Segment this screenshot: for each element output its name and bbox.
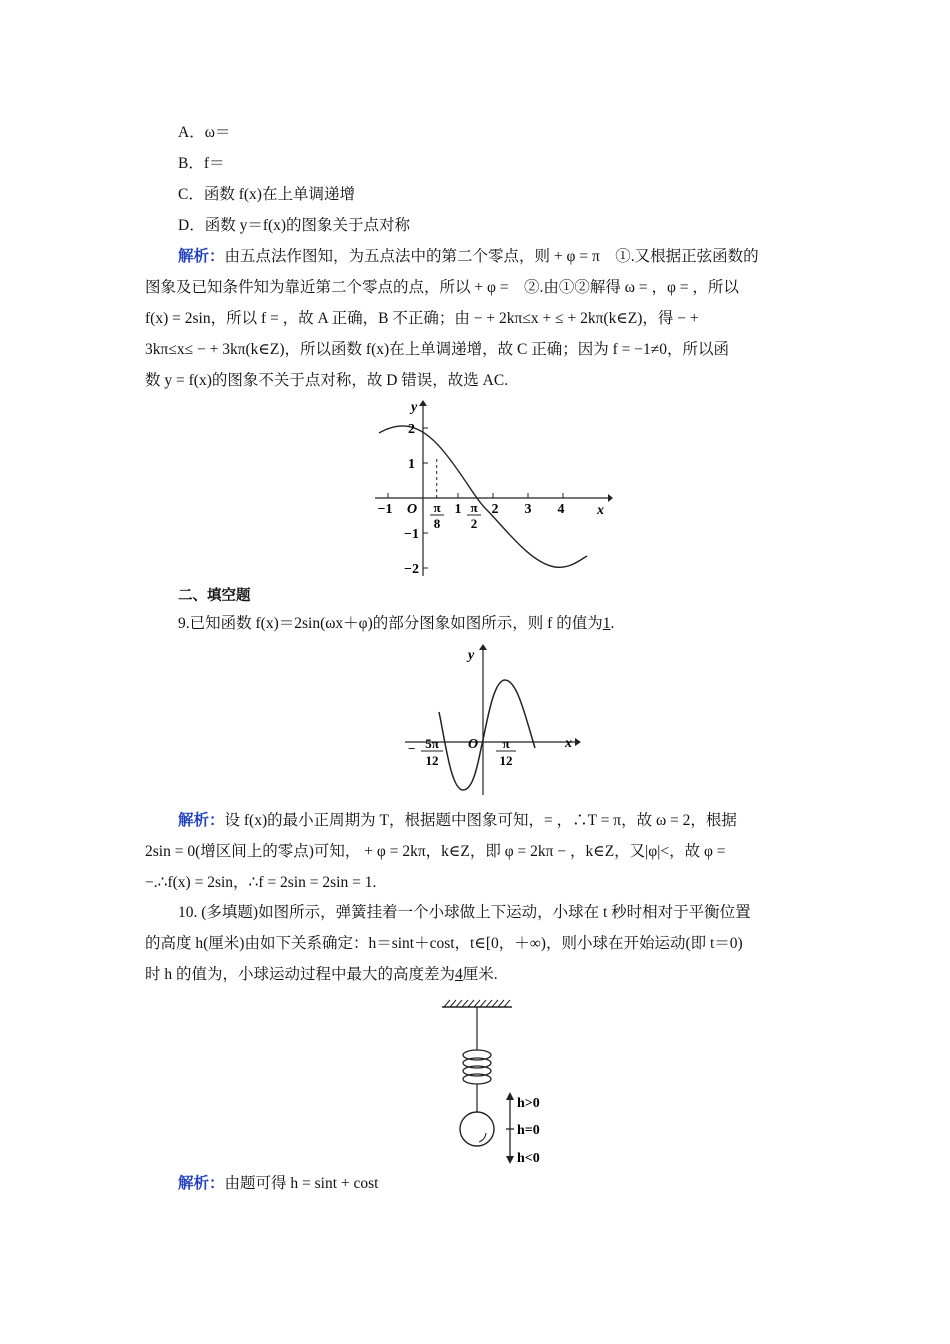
solution-label: 解析：: [178, 1175, 225, 1192]
x-tick-4: 4: [557, 502, 565, 517]
q10-text: 时 h 的值为，小球运动过程中最大的高度差为: [145, 966, 456, 983]
q8-solution-line3: f(x) = 2sin，所以 f = ，故 A 正确，B 不正确；由 − + 2kπ≤x + ≤ + 2kπ(k∈Z)，得 − +: [145, 310, 699, 327]
x-axis-arrow: [575, 738, 581, 746]
y-tick-neg2: −2: [404, 562, 419, 577]
pi-12-den: 12: [499, 753, 513, 768]
origin-label: O: [407, 502, 418, 517]
label-h-negative: h<0: [517, 1151, 540, 1166]
y-label: y: [411, 400, 418, 415]
y-label: y: [468, 648, 475, 663]
q8-solution-line4: 3kπ≤x≤ − + 3kπ(k∈Z)，所以函数 f(x)在上单调递增，故 C 正确；因为 f = −1≠0，所以函: [145, 341, 730, 358]
option-a: A．ω＝: [178, 124, 231, 141]
sine-graph-2: [395, 640, 595, 800]
solution-text: 由题可得 h = sint + cost: [224, 1175, 379, 1192]
y-axis-arrow: [479, 644, 487, 650]
origin-label: O: [468, 737, 479, 752]
x-tick-neg1: −1: [377, 502, 393, 517]
option-d: D．函数 y＝f(x)的图象关于点对称: [178, 217, 411, 234]
q10-answer: 4: [455, 966, 463, 983]
q10-line2: 的高度 h(厘米)由如下关系确定：h＝sint＋cost，t∈[0，＋∞)，则小球在开始运动(即 t＝0): [145, 935, 743, 952]
solution-text: 设 f(x)的最小正周期为 T，根据题中图象可知，= ，∴T = π，故 ω = 2，根据: [224, 812, 737, 829]
q9-question: [178, 613, 614, 635]
q10-solution: [178, 1173, 379, 1195]
q9-solution-line1: [178, 810, 737, 832]
label-h-positive: h>0: [517, 1096, 540, 1111]
pi-12-num: π: [502, 736, 510, 751]
spring: [463, 1050, 491, 1084]
option-b: B．f＝: [178, 155, 225, 172]
section-title: 二、填空题: [178, 588, 251, 604]
x-label: x: [597, 503, 604, 518]
q10-unit: 厘米.: [462, 966, 498, 983]
q10-line1: 10. (多填题)如图所示，弹簧挂着一个小球做上下运动，小球在 t 秒时相对于平衡位置: [178, 904, 751, 921]
option-c: C．函数 f(x)在上单调递增: [178, 186, 355, 203]
y-tick-2: 2: [408, 422, 415, 437]
x-tick-1: 1: [454, 502, 462, 517]
y-tick-1: 1: [408, 457, 415, 472]
pi-over-8-num: π: [433, 500, 441, 515]
sine-curve: [439, 680, 535, 790]
solution-text: 由五点法作图知，为五点法中的第二个零点，则 + φ = π ①.又根据正弦函数的: [224, 248, 759, 265]
y-tick-neg1: −1: [404, 527, 419, 542]
sine-graph-1: [365, 398, 615, 583]
q9-solution-line3: −.∴f(x) = 2sin，∴f = 2sin = 2sin = 1.: [145, 874, 377, 891]
spring-ball-figure: [430, 995, 580, 1170]
pi-over-2-den: 2: [470, 516, 478, 531]
q9-answer: 1: [602, 615, 611, 632]
minus-sign: −: [408, 741, 416, 756]
pi-over-8-den: 8: [433, 516, 441, 531]
q10-line3: [145, 964, 498, 986]
label-h-zero: h=0: [517, 1123, 540, 1138]
ball: [460, 1112, 494, 1146]
q9-period: .: [610, 615, 615, 632]
pi-over-2-num: π: [470, 500, 478, 515]
q8-solution-line2: 图象及已知条件知为靠近第二个零点的点，所以 + φ = ②.由①②解得 ω = ，φ = ，所以: [145, 279, 739, 296]
x-axis-arrow: [608, 494, 613, 502]
solution-label: 解析：: [178, 248, 225, 265]
q8-solution-line5: 数 y = f(x)的图象不关于点对称，故 D 错误，故选 AC.: [145, 372, 509, 389]
y-axis-arrow: [419, 400, 427, 406]
ceiling-hatch: [444, 1000, 510, 1007]
neg-5pi-12-den: 12: [425, 753, 439, 768]
q9-text: 9.已知函数 f(x)＝2sin(ωx＋φ)的部分图象如图所示，则 f 的值为: [178, 615, 603, 632]
solution-label: 解析：: [178, 812, 225, 829]
x-tick-2: 2: [491, 502, 499, 517]
q8-solution-line1: [178, 246, 759, 268]
neg-5pi-12-num: 5π: [425, 736, 439, 751]
x-tick-3: 3: [524, 502, 532, 517]
sine-curve: [379, 426, 587, 567]
q9-solution-line2: 2sin = 0(增区间上的零点)可知， + φ = 2kπ，k∈Z，即 φ = 2kπ − ，k∈Z，又|φ|<，故 φ =: [145, 843, 726, 860]
x-label: x: [565, 736, 572, 751]
